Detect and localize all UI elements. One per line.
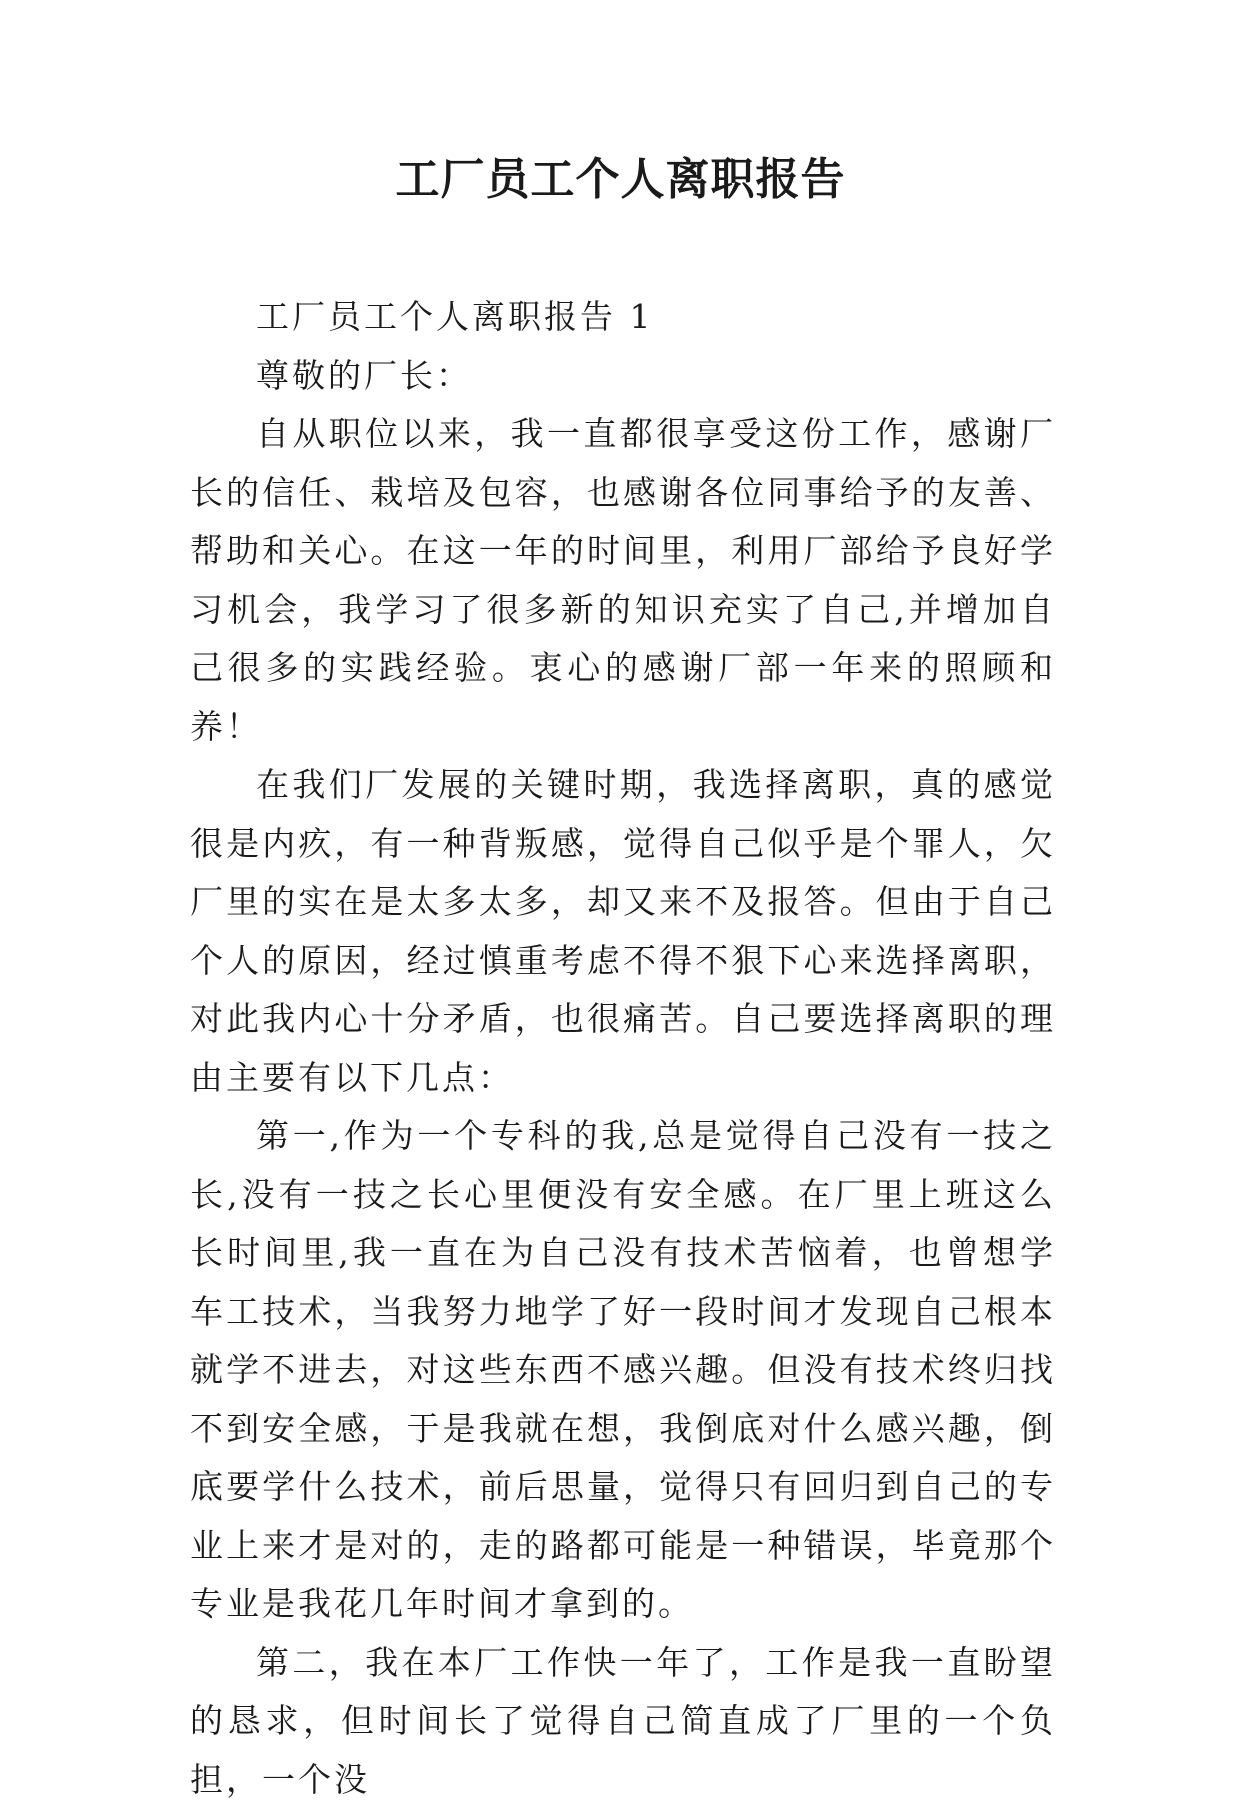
salutation: 尊敬的厂长： (190, 347, 1056, 406)
paragraph-reason-intro: 在我们厂发展的关键时期，我选择离职，真的感觉很是内疚，有一种背叛感，觉得自己似乎是个罪人，欠厂里的实在是太多太多，却又来不及报答。但由于自己个人的原因，经过慎重考虑不得不狠下心来选择离职，对此我内心十分矛盾，也很痛苦。自己要选择离职的理由主要有以下几点： (190, 756, 1056, 1107)
paragraph-reason-first: 第一,作为一个专科的我,总是觉得自己没有一技之长,没有一技之长心里便没有安全感。在厂里上班这么长时间里,我一直在为自己没有技术苦恼着，也曾想学车工技术，当我努力地学了好一段时间才发现自己根本就学不进去，对这些东西不感兴趣。但没有技术终归找不到安全感，于是我就在想，我倒底对什么感兴趣，倒底要学什么技术，前后思量，觉得只有回归到自己的专业上来才是对的，走的路都可能是一种错误，毕竟那个专业是我花几年时间才拿到的。 (190, 1107, 1056, 1634)
document-title: 工厂员工个人离职报告 (0, 150, 1241, 210)
document-body (190, 288, 1056, 1809)
paragraph-gratitude: 自从职位以来，我一直都很享受这份工作，感谢厂长的信任、栽培及包容，也感谢各位同事给予的友善、帮助和关心。在这一年的时间里，利用厂部给予良好学习机会，我学习了很多新的知识充实了自己,并增加自己很多的实践经验。衷心的感谢厂部一年来的照顾和养！ (190, 405, 1056, 756)
paragraph-reason-second: 第二，我在本厂工作快一年了，工作是我一直盼望的恳求，但时间长了觉得自己简直成了厂里的一个负担，一个没 (190, 1634, 1056, 1809)
section-heading: 工厂员工个人离职报告 1 (190, 288, 1056, 347)
